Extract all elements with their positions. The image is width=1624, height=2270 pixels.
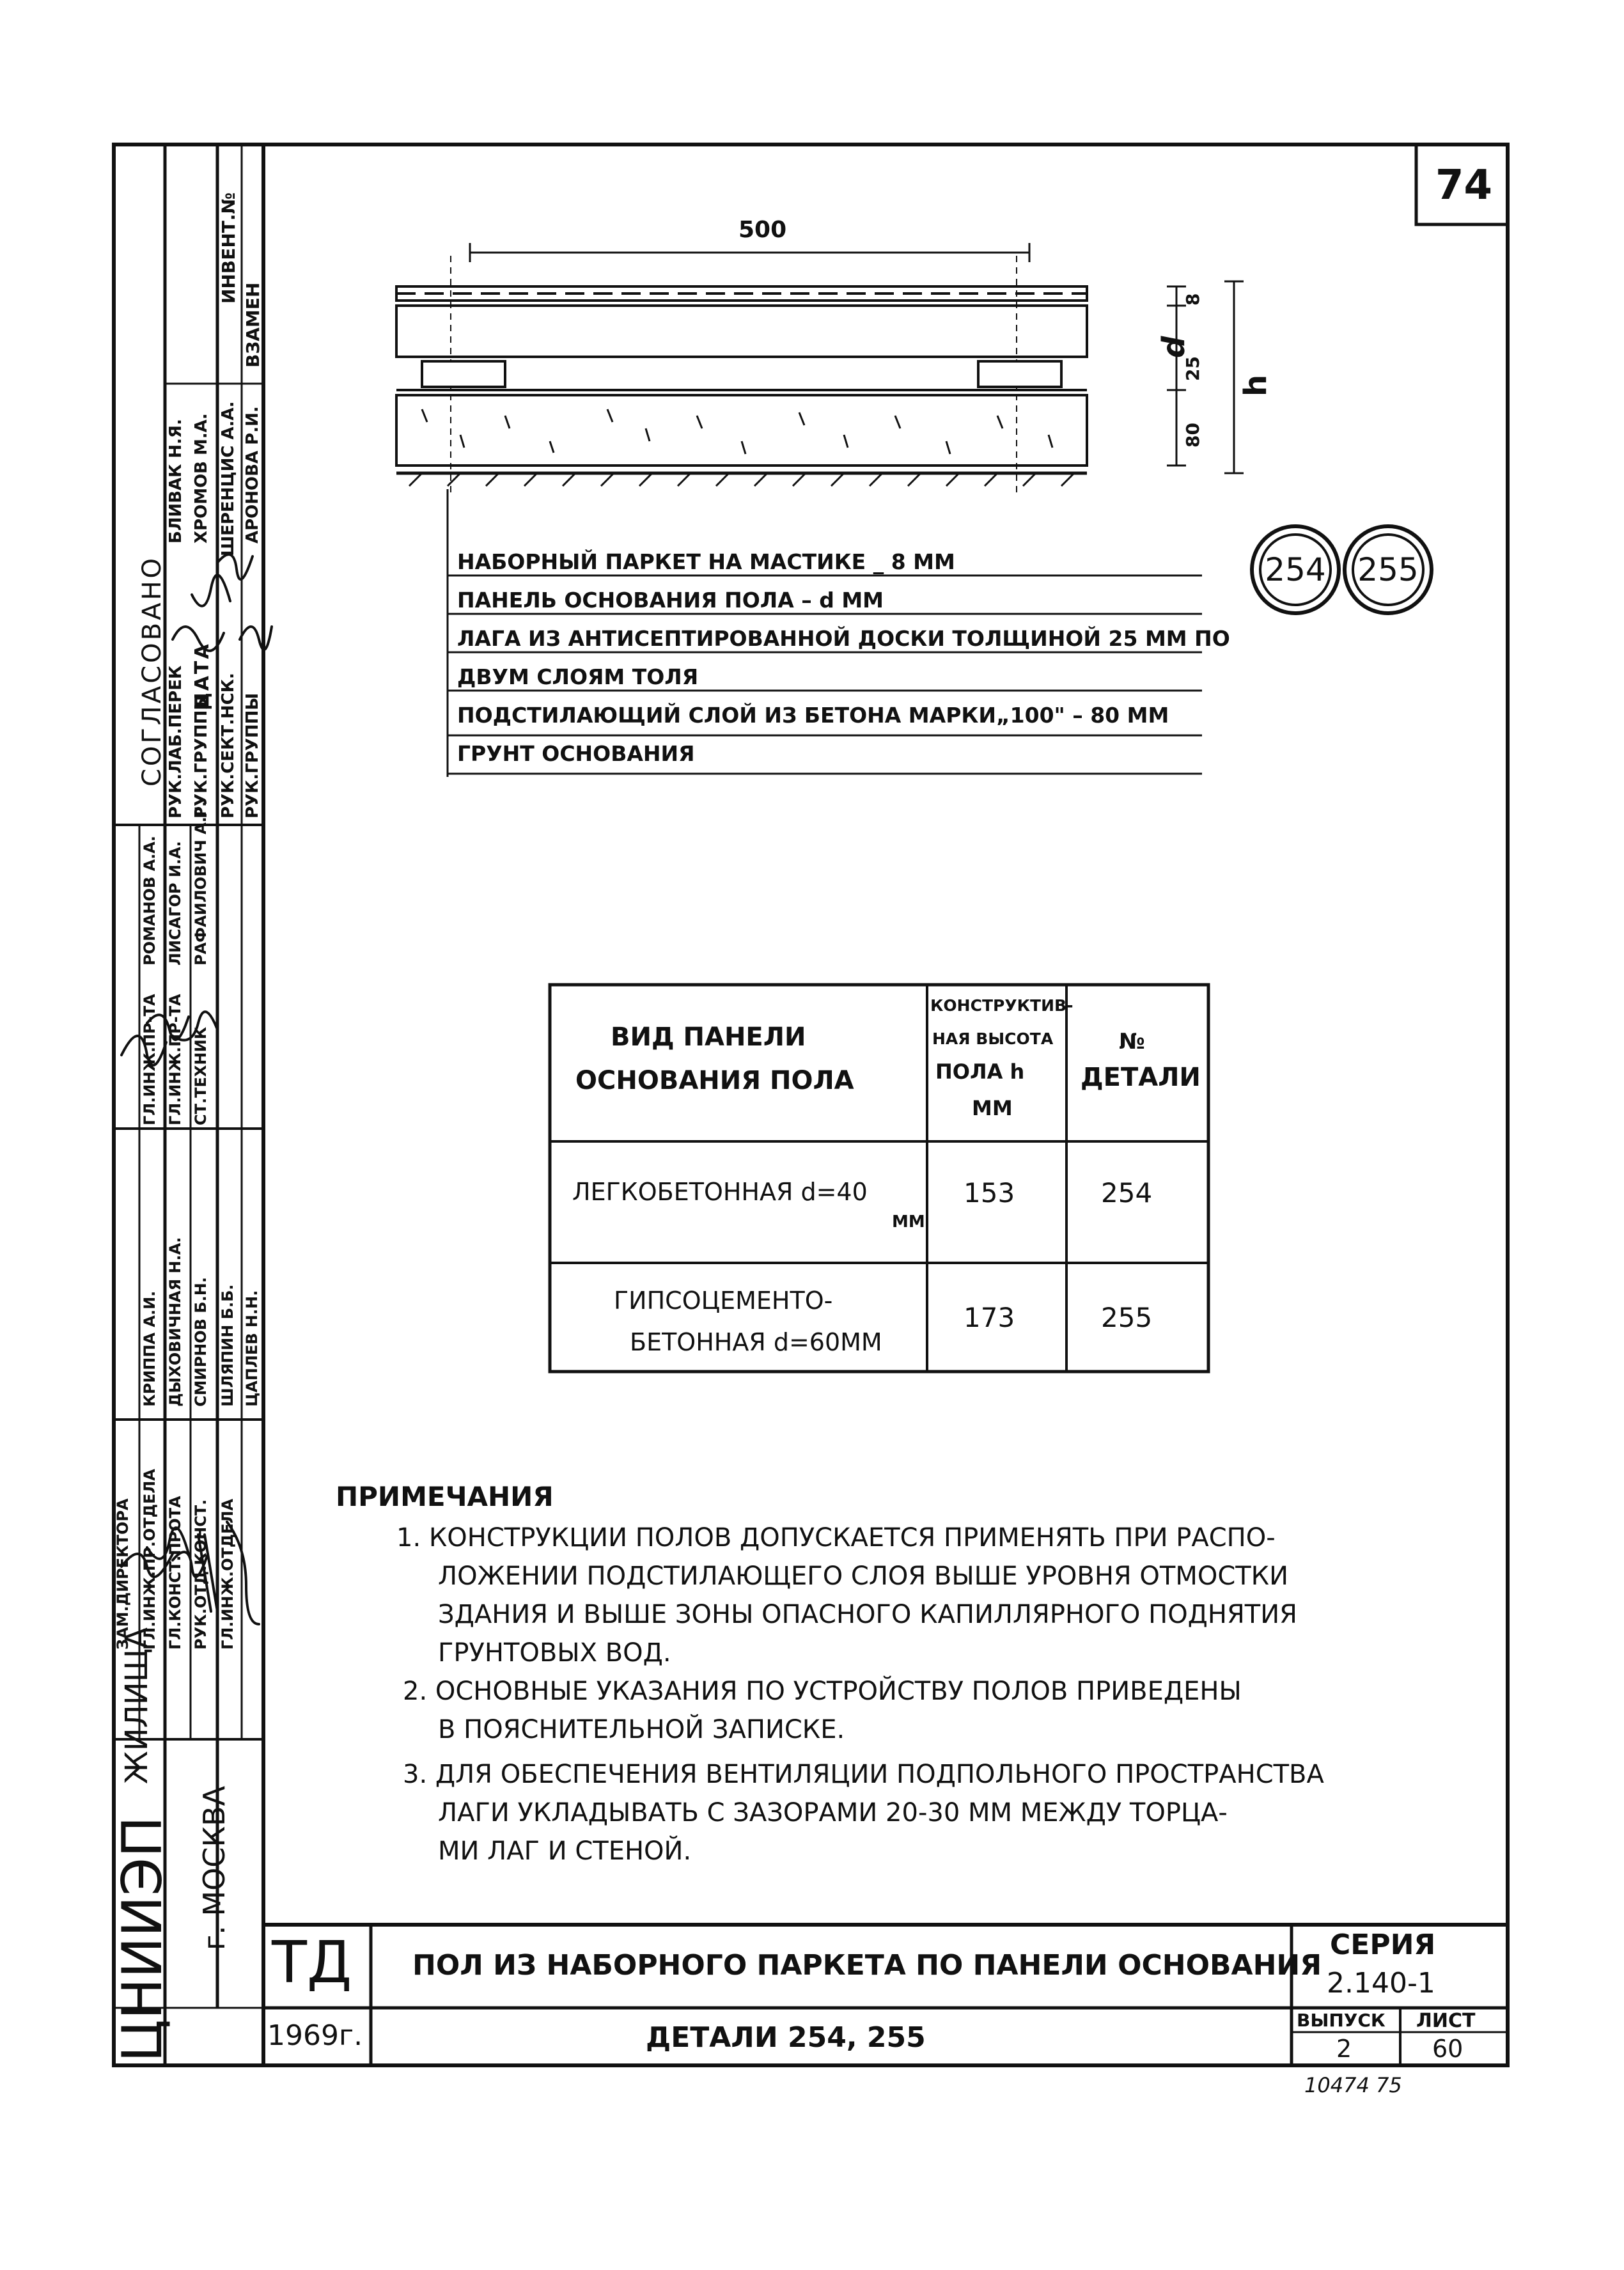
floor-section xyxy=(396,243,1244,492)
staff-role: ГЛ.ИНЖ.ПР-ТА xyxy=(141,994,159,1125)
note-line: ГРУНТОВЫХ ВОД. xyxy=(438,1638,671,1668)
layer-item: ПАНЕЛЬ ОСНОВАНИЯ ПОЛА – d ММ xyxy=(457,588,884,613)
table-row-1-name: ЛЕГКОБЕТОННАЯ d=40 xyxy=(572,1178,868,1206)
note-line: МИ ЛАГ И СТЕНОЙ. xyxy=(438,1836,692,1866)
layer-item: НАБОРНЫЙ ПАРКЕТ НА МАСТИКЕ _ 8 ММ xyxy=(457,549,955,574)
table-row-2-detail: 255 xyxy=(1101,1302,1153,1333)
table-header-type-line1: ВИД ПАНЕЛИ xyxy=(611,1022,806,1052)
note-line: 2. ОСНОВНЫЕ УКАЗАНИЯ ПО УСТРОЙСТВУ ПОЛОВ ПРИВЕДЕНЫ xyxy=(403,1677,1242,1706)
layer-item: ЛАГА ИЗ АНТИСЕПТИРОВАННОЙ ДОСКИ ТОЛЩИНОЙ 25 ММ ПО xyxy=(457,626,1230,651)
table-header-height-line2: НАЯ ВЫСОТА xyxy=(932,1029,1054,1048)
sheet-label: ЛИСТ xyxy=(1416,2010,1476,2032)
table-row-2-height: 173 xyxy=(964,1302,1015,1333)
table-row-2-name-line2: БЕТОННАЯ d=60ММ xyxy=(630,1328,882,1356)
staff-name: РОМАНОВ А.А. xyxy=(141,836,159,966)
approval-inv-label: ИНВЕНТ.№ xyxy=(218,192,239,304)
org-name: ЦНИИЭП xyxy=(111,1816,175,2062)
approval-replace-label: ВЗАМЕН xyxy=(242,282,263,368)
sheet-value: 60 xyxy=(1432,2035,1464,2063)
note-line: ЗДАНИЯ И ВЫШЕ ЗОНЫ ОПАСНОГО КАПИЛЛЯРНОГО ПОДНЯТИЯ xyxy=(438,1600,1297,1629)
table-row-1-name-unit: ММ xyxy=(892,1212,925,1232)
approval-date-label: ДАТА xyxy=(191,642,214,710)
doc-title: ПОЛ ИЗ НАБОРНОГО ПАРКЕТА ПО ПАНЕЛИ ОСНОВАНИЯ xyxy=(412,1949,1322,1982)
staff-name: КРИППА А.И. xyxy=(141,1290,159,1407)
layer-item: ДВУМ СЛОЯМ ТОЛЯ xyxy=(457,664,699,689)
table-row-1-height: 153 xyxy=(964,1177,1015,1209)
page-number: 74 xyxy=(1435,162,1493,209)
layer-item: ПОДСТИЛАЮЩИЙ СЛОЙ ИЗ БЕТОНА МАРКИ„100" – 80 ММ xyxy=(457,703,1169,728)
dim-h-label: h xyxy=(1238,374,1274,396)
detail-mark-255-label: 255 xyxy=(1357,551,1419,588)
table-header-detail-line2: ДЕТАЛИ xyxy=(1081,1063,1201,1092)
staff-role: РУК.ОТД.КОНСТ. xyxy=(192,1499,210,1650)
table-header-height-line1: КОНСТРУКТИВ- xyxy=(930,996,1074,1015)
staff-role: ГЛ.КОНСТ.ПРОТА xyxy=(166,1496,184,1650)
series-value: 2.140-1 xyxy=(1327,1967,1435,2000)
approver-name: БЛИВАК Н.Я. xyxy=(166,419,185,544)
approver-name: ШЕРЕНЦИС А.А. xyxy=(219,401,238,556)
org-city: г. МОСКВА xyxy=(197,1785,231,1950)
layer-item: ГРУНТ ОСНОВАНИЯ xyxy=(457,741,695,766)
detail-mark-254-label: 254 xyxy=(1265,551,1326,588)
staff-role: ЗАМ.ДИРЕКТОРА xyxy=(114,1498,132,1650)
staff-name: ДЫХОВИЧНАЯ Н.А. xyxy=(166,1237,184,1407)
approver-role: РУК.ГРУППЫ xyxy=(192,693,211,818)
dim-width-label: 500 xyxy=(738,217,787,243)
staff-role: СТ.ТЕХНИК xyxy=(192,1026,210,1125)
detail-mark-255 xyxy=(1343,524,1433,615)
table-header-height-line4: ММ xyxy=(972,1096,1013,1120)
dim-top-label: 8 xyxy=(1182,293,1203,306)
staff-name: ЦАПЛЕВ Н.Н. xyxy=(243,1290,261,1407)
table-header-detail-line1: № xyxy=(1119,1029,1145,1054)
detail-mark-254 xyxy=(1250,524,1341,615)
notes-heading: ПРИМЕЧАНИЯ xyxy=(336,1481,554,1512)
doc-year: 1969г. xyxy=(267,2019,363,2052)
approver-name: ХРОМОВ М.А. xyxy=(192,413,211,544)
doc-code: ТД xyxy=(272,1929,352,1996)
handwritten-note: 10474 75 xyxy=(1304,2073,1402,2097)
org-name-suffix: ЖИЛИЩА xyxy=(119,1627,155,1784)
approver-role: РУК.ЛАБ.ПЕРЕК xyxy=(166,665,185,818)
staff-name: ШЛЯПИН Б.Б. xyxy=(219,1284,237,1407)
table-row-2-name-line1: ГИПСОЦЕМЕНТО- xyxy=(614,1287,833,1315)
note-line: 1. КОНСТРУКЦИИ ПОЛОВ ДОПУСКАЕТСЯ ПРИМЕНЯТЬ ПРИ РАСПО- xyxy=(396,1523,1276,1553)
note-line: В ПОЯСНИТЕЛЬНОЙ ЗАПИСКЕ. xyxy=(438,1715,845,1744)
staff-name: СМИРНОВ Б.Н. xyxy=(192,1277,210,1407)
issue-label: ВЫПУСК xyxy=(1297,2010,1386,2031)
dim-bottom-label: 80 xyxy=(1182,423,1203,448)
doc-subtitle: ДЕТАЛИ 254, 255 xyxy=(646,2021,926,2054)
staff-role: ГЛ.ИНЖ.ПР-ТА xyxy=(166,994,184,1125)
note-line: ЛОЖЕНИИ ПОДСТИЛАЮЩЕГО СЛОЯ ВЫШЕ УРОВНЯ ОТМОСТКИ xyxy=(438,1562,1288,1591)
note-line: ЛАГИ УКЛАДЫВАТЬ С ЗАЗОРАМИ 20-30 ММ МЕЖДУ ТОРЦА- xyxy=(438,1798,1228,1828)
approval-heading: СОГЛАСОВАНО xyxy=(137,555,167,787)
approver-role: РУК.СЕКТ.НСК. xyxy=(219,673,238,818)
approver-role: РУК.ГРУППЫ xyxy=(243,693,262,818)
dim-d-label: d xyxy=(1156,336,1192,358)
staff-role: ГЛ.ИНЖ.ПР.ОТДЕЛА xyxy=(141,1469,159,1650)
staff-role: ГЛ.ИНЖ.ОТДЕЛА xyxy=(219,1498,237,1650)
approver-name: АРОНОВА Р.И. xyxy=(243,406,262,544)
table-header-height-line3: ПОЛА h xyxy=(935,1060,1025,1084)
series-label: СЕРИЯ xyxy=(1330,1929,1436,1961)
staff-name: РАФАИЛОВИЧ А.Г. xyxy=(192,801,210,966)
dim-mid-label: 25 xyxy=(1182,356,1203,381)
note-line: 3. ДЛЯ ОБЕСПЕЧЕНИЯ ВЕНТИЛЯЦИИ ПОДПОЛЬНОГО ПРОСТРАНСТВА xyxy=(403,1760,1324,1789)
issue-value: 2 xyxy=(1336,2035,1352,2063)
table-row-1-detail: 254 xyxy=(1101,1177,1153,1209)
table-header-type-line2: ОСНОВАНИЯ ПОЛА xyxy=(575,1066,854,1095)
staff-name: ЛИСАГОР И.А. xyxy=(166,841,184,966)
